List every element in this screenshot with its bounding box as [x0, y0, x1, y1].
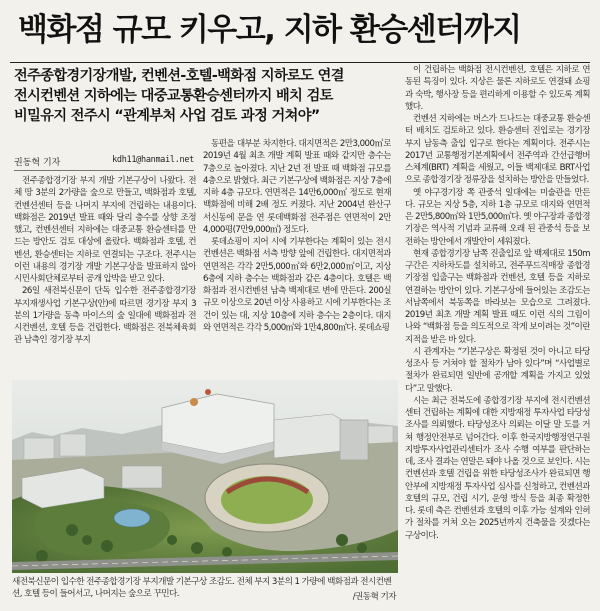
body-paragraph: 전주종합경기장 부지 개발 기본구상이 나왔다. 전체 땅 3분의 2가량을 숲으로 만들고, 백화점과 호텔, 컨벤션센터 등을 나머지 부지에 건립하는 내용이다. 백화점은 2019년 발표 때와 달리 층수를 상향 조정했고, 컨벤션센터 지하에는 대중교통 환승센터를 만드는 방안도 검토 대상에 올랐다. 백화점과 호텔, 컨벤션, 환승센터는 지하로 연결되는 구조다. 전주시는 이런 내용의 경기장 개발 기본구상을 발표하지 않아 시민사회단체로부터 공개 압박을 받고 있다. [14, 176, 196, 284]
byline-divider [14, 170, 194, 171]
photo-credit: /권동혁 기자 [352, 592, 396, 602]
subheadline: 비밀유지 전주시 “관계부처 사업 검토 과정 거쳐야” [14, 108, 320, 124]
body-paragraph: 현재 종합경기장 남쪽 진출입로 앞 백제대로 150m 구간은 지하차도를 설치하고, 전주푸드직매장 종합경기장점 입출구는 백화점과 컨벤션, 호텔 등을 지하로 연결하는 방안이 있다. 기본구상에 들어있는 조감도는 서남쪽에서 북동쪽을 바라보는 모습으로 그려졌다. 2019년 최초 개발 계획 발표 때도 이런 식의 그림이 나와 “백화점 등을 의도적으로 작게 보이려는 것”이란 지적을 받은 바 있다. [405, 248, 590, 345]
reporter-name: 권동혁 기자 [14, 158, 61, 168]
body-paragraph: 롯데쇼핑이 지어 시에 기부한다는 계획이 있는 전시컨벤션은 백화점 서측 방향 앞에 건립한다. 대지면적과 연면적은 각각 2만5,000㎡와 6만2,000㎡이고, 지상 6층에 지하 층수는 백화점과 같은 4층이다. 호텔은 백화점과 전시컨벤션 남측 백제대로 변에 만든다. 200실 규모 이상으로 20년 이상 사용하고 시에 기부한다는 조건이 있는 대, 지상 10층에 지하 층수는 2층이다. 대지와 연면적은 각각 5,000㎡와 1만4,800㎡다. 롯데쇼핑 [203, 237, 391, 333]
photo-caption [12, 576, 398, 606]
body-paragraph: 26일 새전북신문이 단독 입수한 전주종합경기장 부지재생사업 기본구상(안)에 따르면 경기장 부지 3분의 1가량을 동측 마이스의 숲 일대에 백화점과 전시컨벤션, 호텔 등을 건립한다. 백화점은 전북체육회관 남측인 경기장 부지 [14, 286, 196, 346]
body-paragraph: 이 건립하는 백화점 전시컨벤션, 호텔은 지하로 연동된 특징이 있다. 지상은 물론 지하로도 연결돼 쇼핑과 숙박, 행사장 등을 편리하게 이용할 수 있도록 계획했다. [405, 65, 590, 112]
headline: 백화점 규모 키우고, 지하 환승센터까지 [18, 12, 521, 48]
body-paragraph: 시는 최근 전북도에 종합경기장 부지에 전시컨벤션센터 건립하는 계획에 대한 지방재정 투자사업 타당성조사를 의뢰했다. 타당성조사 의뢰는 이달 말 도를 거쳐 행정안전부로 넘어간다. 이후 한국지방행정연구원 지방투자사업관리센터가 조사 수행 여부를 판단하는데, 조사 결과는 연말은 돼야 나올 것으로 보인다. 시는 컨벤션과 호텔 건립을 위한 타당성조사가 완료되면 행안부에 지방재정 투자사업 심사를 신청하고, 컨벤션과 호텔의 규모, 건립 시기, 운영 방식 등을 최종 확정한다. 롯데 측은 컨벤션과 호텔의 이후 가능 설계와 인허가 절차를 거쳐 오는 2025년까지 건축물을 짓겠다는 구상이다. [405, 395, 590, 541]
caption-text: 새전북신문이 입수한 전주종합경기장 부지개발 기본구상 조감도. 전체 부지 3분의 1 가량에 백화점과 전시컨벤션, 호텔 등이 들어서고, 나머지는 숲으로 꾸민다. [12, 577, 392, 599]
body-paragraph: 옛 야구경기장 쪽 관중석 일대에는 미술관을 만든다. 규모는 지상 5층, 지하 1층 규모로 대지와 연면적은 2만5,800㎡와 1만5,000㎡다. 옛 야구장과 종합경기장은 역사적 기념과 교류해 오래 된 관중석 등을 보전하는 방안에서 개발안이 세워졌다. [405, 187, 590, 247]
body-paragraph: 동편을 대부분 차지한다. 대지면적은 2만3,000㎡로 2019년 4월 최초 개발 계획 발표 때와 같지만 층수는 7층으로 높아졌다. 지난 2년 전 발표 때 백화점 규모를 4층으로 밝혔다. 최근 기본구상에 백화점은 지상 7층에 지하 4층 규모다. 연면적은 14만6,000㎡ 정도로 현재 백화점에 비해 2배 정도 커졌다. 지난 2004년 완산구 서신동에 문을 연 롯데백화점 전주점은 연면적이 2만4,000평(7만9,000㎡) 정도다. [203, 139, 391, 235]
byline [14, 152, 194, 168]
subheadline-block [14, 66, 406, 126]
aerial-rendering-photo [12, 380, 398, 573]
body-column-1 [14, 175, 196, 375]
subheadline: 전시컨벤션 지하에는 대중교통환승센터까지 배치 검토 [14, 88, 333, 104]
headline-divider [10, 62, 590, 63]
reporter-email: kdh11@hanmail.net [112, 155, 194, 165]
subheadline: 전주종합경기장개발, 컨벤션-호텔-백화점 지하로도 연결 [14, 68, 344, 84]
body-paragraph: 컨벤션 지하에는 버스가 드나드는 대중교통 환승센터 배치도 검토하고 있다. 환승센터 진입로는 경기장 부지 남동측 출입 입구로 한다는 계획이다. 전주시는 2017년 교통행정기본계획에서 전주역과 간선급행버스체계(BRT) 계획을 세웠고, 이들 백제대로 BRT사업으로 종합경기장 정류장을 설치하는 방안을 만들었다. [405, 114, 590, 186]
body-column-2 [203, 138, 391, 375]
body-column-3 [405, 64, 590, 604]
body-paragraph: 시 관계자는 “기본구상은 확정된 것이 아니고 타당성조사 등 거쳐야 할 절차가 남아 있다”며 “사업별로 절차가 완료되면 일반에 공개할 계획을 가지고 있었다”고 말했다. [405, 346, 590, 394]
